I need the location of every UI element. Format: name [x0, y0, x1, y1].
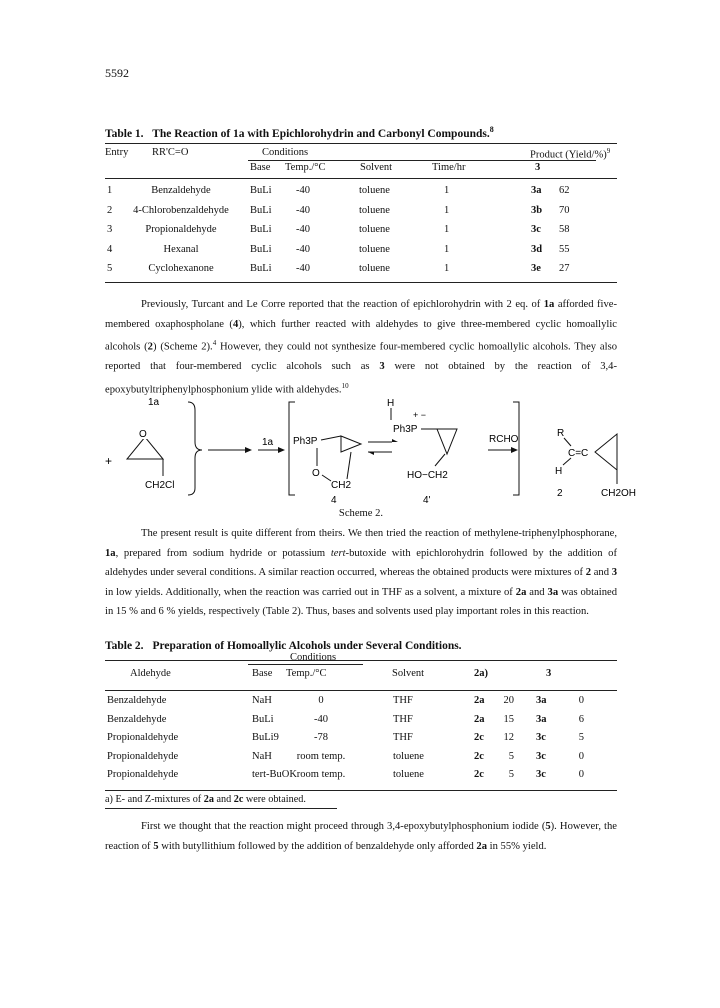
t1-cell-entry: 5 [107, 263, 113, 274]
t1-product-ref: 9 [606, 147, 611, 155]
t1-cell-time: 1 [444, 263, 450, 274]
t2-header-conditions: Conditions [290, 652, 337, 663]
t1-cell-yield: 62 [559, 185, 570, 196]
t1-cell-yield: 55 [559, 243, 570, 255]
t1-cell-solvent: toluene [359, 263, 390, 274]
t1-cell-solvent: toluene [359, 185, 390, 196]
t2-cell-temp: 0 [318, 695, 324, 706]
scheme-compound-4: 4 [331, 495, 337, 506]
t2-cell-p2: 2c [474, 769, 484, 780]
t2-cell-p2: 2c [474, 750, 484, 762]
scheme-r: R [557, 428, 565, 439]
scheme-compound-4p: 4' [423, 495, 431, 506]
t1-cell-temp: -40 [296, 243, 310, 255]
t1-header-temp: Temp./°C [285, 162, 326, 173]
t2-cell-temp: room temp. [296, 769, 346, 780]
t1-product-label: Product (Yield/%) [530, 149, 607, 161]
paragraph-first-thought: First we thought that the reaction might proceed through 3,4-epoxybutylphosphonium iodide (5). However, the reaction of 5 with butyllithium followed by the addition of benzaldehyde only afforded 2a in 55% yield. [105, 821, 617, 852]
t2-cell-solvent: toluene [393, 769, 424, 780]
t1-cell-base: BuLi [250, 224, 272, 235]
scheme-h: H [555, 466, 563, 477]
t2-header-base: Base [252, 668, 273, 679]
t2-cell-p2: 2c [474, 732, 484, 743]
t2-cell-base: tert-BuOK [252, 769, 297, 780]
t2-cell-p3: 3c [536, 732, 546, 743]
t1-header-conditions: Conditions [262, 147, 309, 158]
t1-cell-entry: 3 [107, 224, 113, 235]
t1-cell-base: BuLi [250, 263, 272, 274]
t1-cell-carbonyl: Hexanal [163, 243, 199, 255]
t1-cell-temp: -40 [296, 185, 310, 196]
page-number: 5592 [105, 66, 129, 80]
t2-cell-p3: 3c [536, 750, 546, 762]
t1-cell-carbonyl: Benzaldehyde [151, 185, 211, 196]
intermediate-bracket-left [289, 402, 295, 495]
t2-cell-temp: -40 [314, 713, 328, 725]
paragraph-present-result: The present result is quite different from theirs. We then tried the reaction of methylene-triphenylphosphorane, 1a, prepared from sodium hydride or potassium tert-butoxide with epichlorohydrin followed by the addition of aldehydes under several conditions. A similar reaction occurred, whereas the obtained products were mixtures of 2 and 3 in low yields. Additionally, when the reaction was carried out in THF as a solvent, a mixture of 2a and 3a was obtained in 15 % and 6 % yields, respectively (Table 2). Thus, bases and solvents used play important roles in this reaction. [105, 528, 618, 617]
t2-header-aldehyde: Aldehyde [130, 668, 171, 679]
table2-top-rule [105, 660, 617, 661]
t2-cell-base: BuLi [252, 713, 274, 725]
scheme-ph3p-4: Ph3P [293, 436, 318, 447]
scheme-label-1a-top: 1a [148, 397, 160, 408]
t1-cell-base: BuLi [250, 185, 272, 196]
scheme-arrow-1a: 1a [262, 437, 274, 448]
t1-cell-base: BuLi [250, 243, 272, 255]
t2-cell-y2: 15 [503, 713, 514, 725]
t2-cell-y2: 5 [508, 769, 514, 780]
t1-cell-temp: -40 [296, 263, 310, 274]
table1-title: The Reaction of 1a with Epichlorohydrin and Carbonyl Compounds. [152, 127, 490, 140]
t1-cell-solvent: toluene [359, 204, 390, 216]
scheme-ch2-4: CH2 [331, 480, 352, 491]
t1-cell-carbonyl: Propionaldehyde [145, 224, 217, 235]
t2-cell-solvent: THF [393, 732, 413, 743]
t1-cell-product: 3a [531, 185, 542, 196]
scheme-plus: + [105, 454, 113, 468]
scheme-ch2oh: CH2OH [601, 488, 637, 499]
t2-header-col3: 3 [546, 668, 552, 679]
t1-cell-yield: 58 [559, 224, 570, 235]
t2-cell-y2: 5 [508, 750, 514, 762]
scheme-2 [105, 392, 637, 507]
t2-cell-y2: 20 [503, 695, 514, 706]
table1-top-rule [105, 143, 617, 144]
epoxide-o: O [139, 429, 147, 440]
t1-header-product [530, 147, 610, 161]
t1-header-time: Time/hr [432, 162, 466, 173]
table2-header-rule [105, 690, 617, 691]
scheme-ch2cl: CH2Cl [145, 480, 175, 491]
t1-cell-time: 1 [444, 185, 450, 196]
scheme-caption: Scheme 2. [338, 508, 384, 519]
t1-cell-product: 3e [531, 263, 541, 274]
table1-header-rule [105, 178, 617, 179]
t2-cell-solvent: toluene [393, 750, 424, 762]
t1-header-base: Base [250, 162, 271, 173]
t1-cell-solvent: toluene [359, 224, 390, 235]
t2-cell-p2: 2a [474, 713, 485, 725]
scheme-cc: C=C [568, 448, 589, 459]
table2-caption [105, 640, 462, 652]
t1-cell-carbonyl: 4-Chlorobenzaldehyde [133, 204, 229, 216]
t2-conditions-rule [248, 664, 363, 665]
t2-cell-p3: 3c [536, 769, 546, 780]
t1-header-carbonyl: RR'C=O [152, 147, 189, 158]
table2-title: Preparation of Homoallylic Alcohols under Several Conditions. [152, 640, 462, 652]
t2-cell-aldehyde: Propionaldehyde [107, 732, 179, 743]
table2-label: Table 2. [105, 640, 144, 652]
t2-cell-p2: 2a [474, 695, 485, 706]
t2-cell-aldehyde: Benzaldehyde [107, 713, 167, 725]
footnote-rule [105, 808, 337, 809]
t2-cell-temp: -78 [314, 732, 328, 743]
t2-cell-y3: 5 [578, 732, 584, 743]
t1-cell-time: 1 [444, 204, 450, 216]
scheme-o-4: O [312, 468, 320, 479]
scheme-h-top: H [387, 398, 395, 409]
t1-cell-solvent: toluene [359, 243, 390, 255]
table1-caption [105, 125, 494, 140]
epoxide-ring [127, 437, 163, 459]
t1-cell-carbonyl: Cyclohexanone [148, 263, 214, 274]
table1-label: Table 1. [105, 127, 144, 140]
t1-header-entry: Entry [105, 147, 129, 158]
t2-cell-y3: 0 [578, 769, 584, 780]
table1-ref: 8 [489, 125, 494, 134]
reactant-brace [188, 402, 202, 495]
t2-header-temp: Temp./°C [286, 668, 327, 679]
t2-cell-base: NaH [252, 695, 272, 706]
t1-cell-base: BuLi [250, 204, 272, 216]
t2-cell-p3: 3a [536, 713, 547, 725]
t1-cell-product: 3c [531, 224, 541, 235]
table1-bottom-rule [105, 282, 617, 283]
table2-bottom-rule [105, 790, 617, 791]
t1-cell-entry: 2 [107, 204, 113, 216]
t2-cell-base: NaH [252, 750, 272, 762]
t1-cell-yield: 70 [559, 204, 570, 216]
paragraph-previous-work: Previously, Turcant and Le Corre reported that the reaction of epichlorohydrin with 2 eq. of 1a afforded five-membered oxaphospholane (4), which further reacted with aldehydes to give three-membered cyclic homoallylic alcohols (2) (Scheme 2).$^4$ However, they could not synthesize four-membered cyclic homoallylic alcohols. They also reported that four-membered cyclic alcohols such as 3 were not obtained by the reaction of 3,4-epoxybutyltriphenylphosphonium ylide with aldehydes.$^{10}$ [105, 299, 618, 396]
t1-cell-time: 1 [444, 224, 450, 235]
t2-cell-solvent: THF [393, 713, 413, 725]
scheme-compound-2: 2 [557, 488, 563, 499]
t1-cell-time: 1 [444, 243, 450, 255]
t1-cell-temp: -40 [296, 224, 310, 235]
t1-cell-yield: 27 [559, 263, 570, 274]
t2-cell-aldehyde: Propionaldehyde [107, 769, 179, 780]
t2-cell-p3: 3a [536, 695, 547, 706]
t2-cell-aldehyde: Benzaldehyde [107, 695, 167, 706]
t2-header-solvent: Solvent [392, 668, 425, 679]
t2-cell-solvent: THF [393, 695, 413, 706]
t2-cell-temp: room temp. [296, 750, 346, 762]
t1-cell-product: 3d [531, 243, 543, 255]
t2-header-col2: 2a) [474, 668, 488, 679]
t1-cell-entry: 4 [107, 243, 113, 255]
t2-cell-aldehyde: Propionaldehyde [107, 750, 179, 762]
scheme-rcho: RCHO [489, 434, 519, 445]
scheme-ph3p-4p: Ph3P [393, 424, 418, 435]
t1-header-product-num: 3 [535, 162, 541, 173]
t1-cell-product: 3b [531, 204, 543, 216]
t2-cell-y3: 0 [578, 750, 584, 762]
t1-cell-temp: -40 [296, 204, 310, 216]
t1-header-solvent: Solvent [360, 162, 393, 173]
t2-cell-y3: 6 [578, 713, 584, 725]
scheme-ho-ch2: HO−CH2 [407, 470, 448, 481]
t2-cell-y2: 12 [503, 732, 514, 743]
table2-footnote: a) E- and Z-mixtures of 2a and 2c were obtained. [105, 794, 306, 805]
t1-cell-entry: 1 [107, 185, 113, 196]
scheme-charge: + − [413, 410, 427, 420]
t2-cell-y3: 0 [578, 695, 584, 706]
t2-cell-base: BuLi9 [252, 732, 279, 743]
